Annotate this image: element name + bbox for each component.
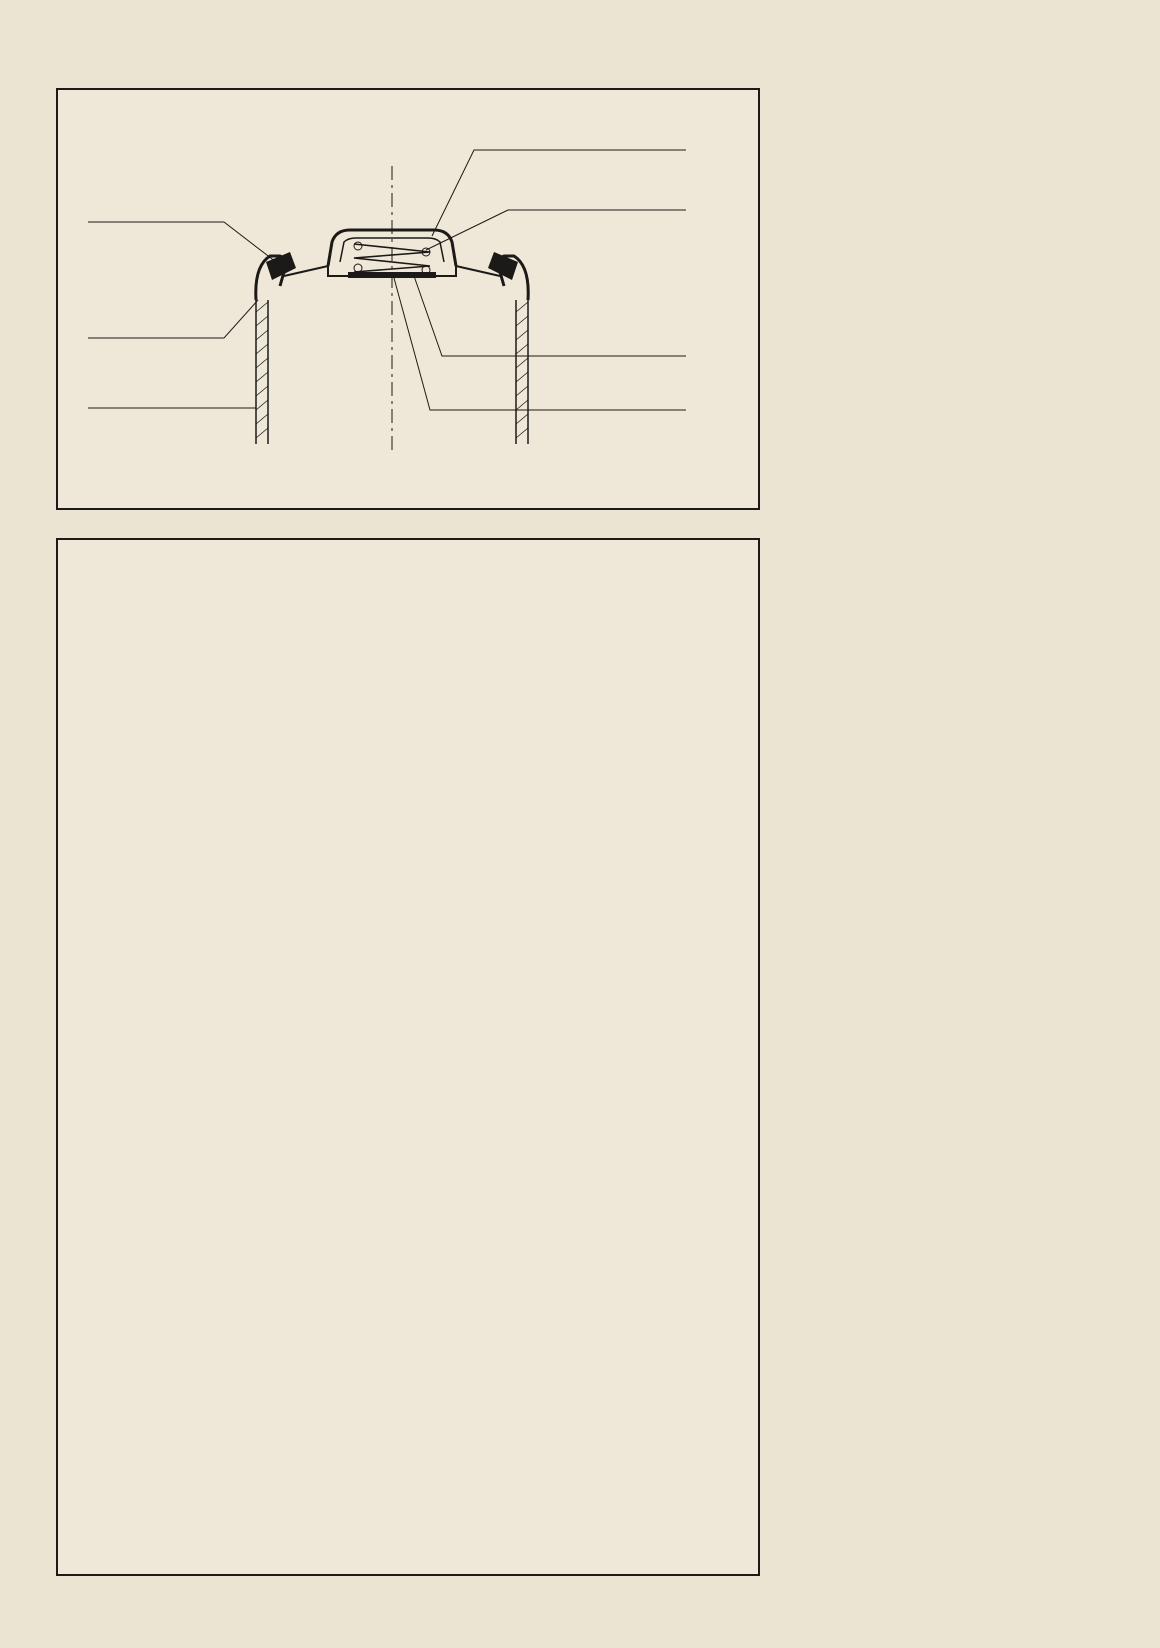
article-column	[786, 80, 1130, 116]
chart-plot-area	[58, 540, 758, 1574]
cell-cross-section-diagram	[56, 88, 760, 510]
cell-cross-section-drawing	[58, 90, 758, 508]
charge-efficiency-chart	[56, 538, 760, 1576]
